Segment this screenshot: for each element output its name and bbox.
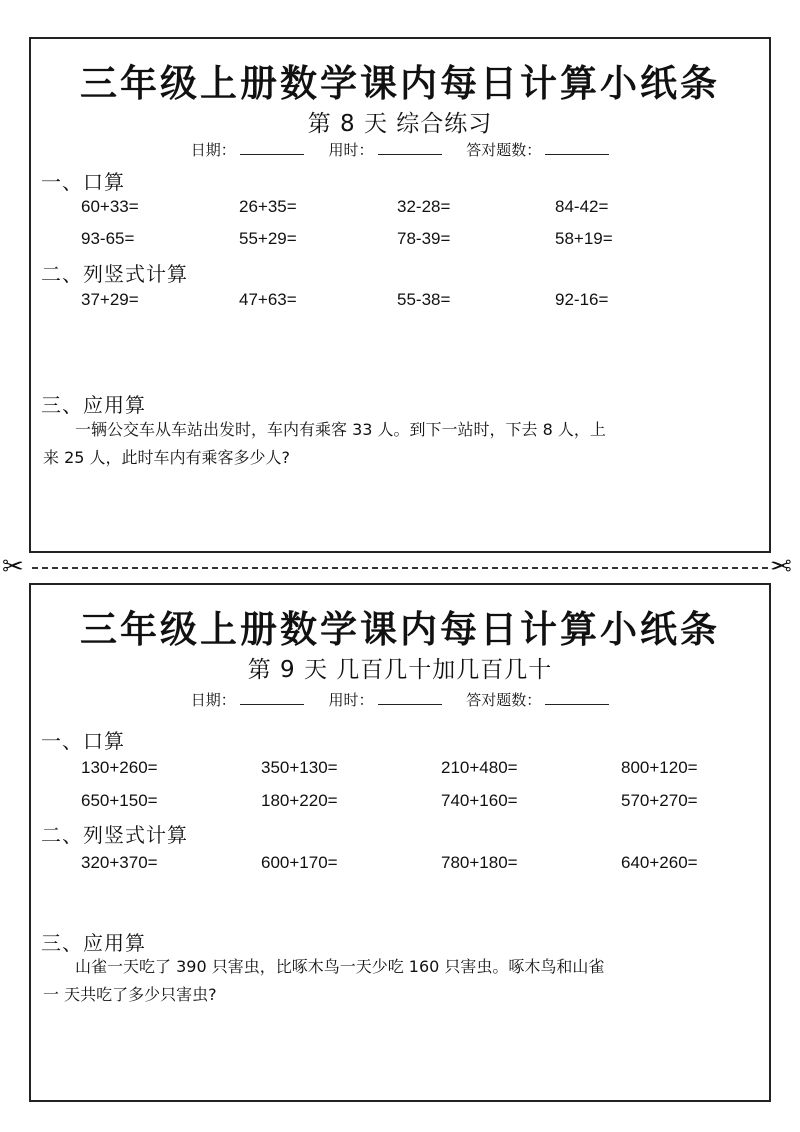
time-field	[328, 139, 441, 160]
worksheet-day-9	[29, 583, 771, 1102]
word-problem	[43, 953, 765, 1009]
time-blank[interactable]	[378, 140, 442, 155]
vertical-problem: 320+370=	[81, 853, 158, 872]
oral-problem: 58+19=	[555, 229, 613, 248]
oral-row-2	[81, 791, 721, 813]
oral-problem: 350+130=	[261, 758, 338, 777]
oral-problem: 84-42=	[555, 197, 609, 216]
oral-problem: 78-39=	[397, 229, 451, 248]
correct-count-label: 答对题数：	[466, 691, 542, 709]
word-problem	[43, 416, 765, 472]
date-label: 日期：	[190, 141, 236, 159]
time-label: 用时：	[328, 691, 374, 709]
word-problem-line-1: 一辆公交车从车站出发时，车内有乘客 33 人。到下一站时，下去 8 人，上	[75, 420, 606, 439]
oral-problem: 55+29=	[239, 229, 297, 248]
sheet-subtitle: 第 8 天 综合练习	[307, 111, 493, 137]
vertical-row	[81, 290, 721, 312]
section-application-heading: 三、应用算	[41, 931, 146, 955]
word-problem-line-2: 一 天共吃了多少只害虫?	[43, 985, 217, 1004]
section-application-heading: 三、应用算	[41, 393, 146, 417]
vertical-problem: 92-16=	[555, 290, 609, 309]
correct-count-field	[466, 689, 609, 710]
oral-problem: 26+35=	[239, 197, 297, 216]
oral-problem: 650+150=	[81, 791, 158, 810]
cut-line	[32, 567, 768, 569]
correct-count-blank[interactable]	[545, 140, 609, 155]
vertical-problem: 37+29=	[81, 290, 139, 309]
date-field	[191, 689, 304, 710]
vertical-problem: 640+260=	[621, 853, 698, 872]
date-field	[191, 139, 304, 160]
date-blank[interactable]	[240, 140, 304, 155]
word-problem-line-2: 来 25 人，此时车内有乘客多少人?	[43, 448, 291, 467]
vertical-problem: 780+180=	[441, 853, 518, 872]
oral-problem: 800+120=	[621, 758, 698, 777]
correct-count-blank[interactable]	[545, 690, 609, 705]
section-vertical-heading: 二、列竖式计算	[41, 823, 188, 847]
oral-problem: 60+33=	[81, 197, 139, 216]
meta-row	[31, 689, 769, 710]
correct-count-field	[466, 139, 609, 160]
time-label: 用时：	[328, 141, 374, 159]
word-problem-line-1: 山雀一天吃了 390 只害虫，比啄木鸟一天少吃 160 只害虫。啄木鸟和山雀	[75, 957, 605, 976]
time-field	[328, 689, 441, 710]
oral-problem: 130+260=	[81, 758, 158, 777]
sheet-title: 三年级上册数学课内每日计算小纸条	[80, 608, 720, 651]
section-oral-heading: 一、口算	[41, 170, 125, 194]
vertical-problem: 55-38=	[397, 290, 451, 309]
oral-problem: 570+270=	[621, 791, 698, 810]
sheet-title: 三年级上册数学课内每日计算小纸条	[80, 62, 720, 105]
time-blank[interactable]	[378, 690, 442, 705]
date-blank[interactable]	[240, 690, 304, 705]
oral-problem: 740+160=	[441, 791, 518, 810]
scissors-icon: ✂	[2, 552, 24, 582]
oral-problem: 93-65=	[81, 229, 135, 248]
vertical-problem: 600+170=	[261, 853, 338, 872]
vertical-row	[81, 853, 721, 875]
section-vertical-heading: 二、列竖式计算	[41, 262, 188, 286]
date-label: 日期：	[190, 691, 236, 709]
section-oral-heading: 一、口算	[41, 729, 125, 753]
sheet-subtitle: 第 9 天 几百几十加几百几十	[247, 657, 553, 683]
scissors-icon: ✂	[770, 552, 792, 582]
oral-problem: 32-28=	[397, 197, 451, 216]
meta-row	[31, 139, 769, 160]
vertical-problem: 47+63=	[239, 290, 297, 309]
oral-row-1	[81, 197, 721, 219]
oral-problem: 180+220=	[261, 791, 338, 810]
oral-row-2	[81, 229, 721, 251]
oral-problem: 210+480=	[441, 758, 518, 777]
worksheet-day-8	[29, 37, 771, 553]
oral-row-1	[81, 758, 721, 780]
correct-count-label: 答对题数：	[466, 141, 542, 159]
